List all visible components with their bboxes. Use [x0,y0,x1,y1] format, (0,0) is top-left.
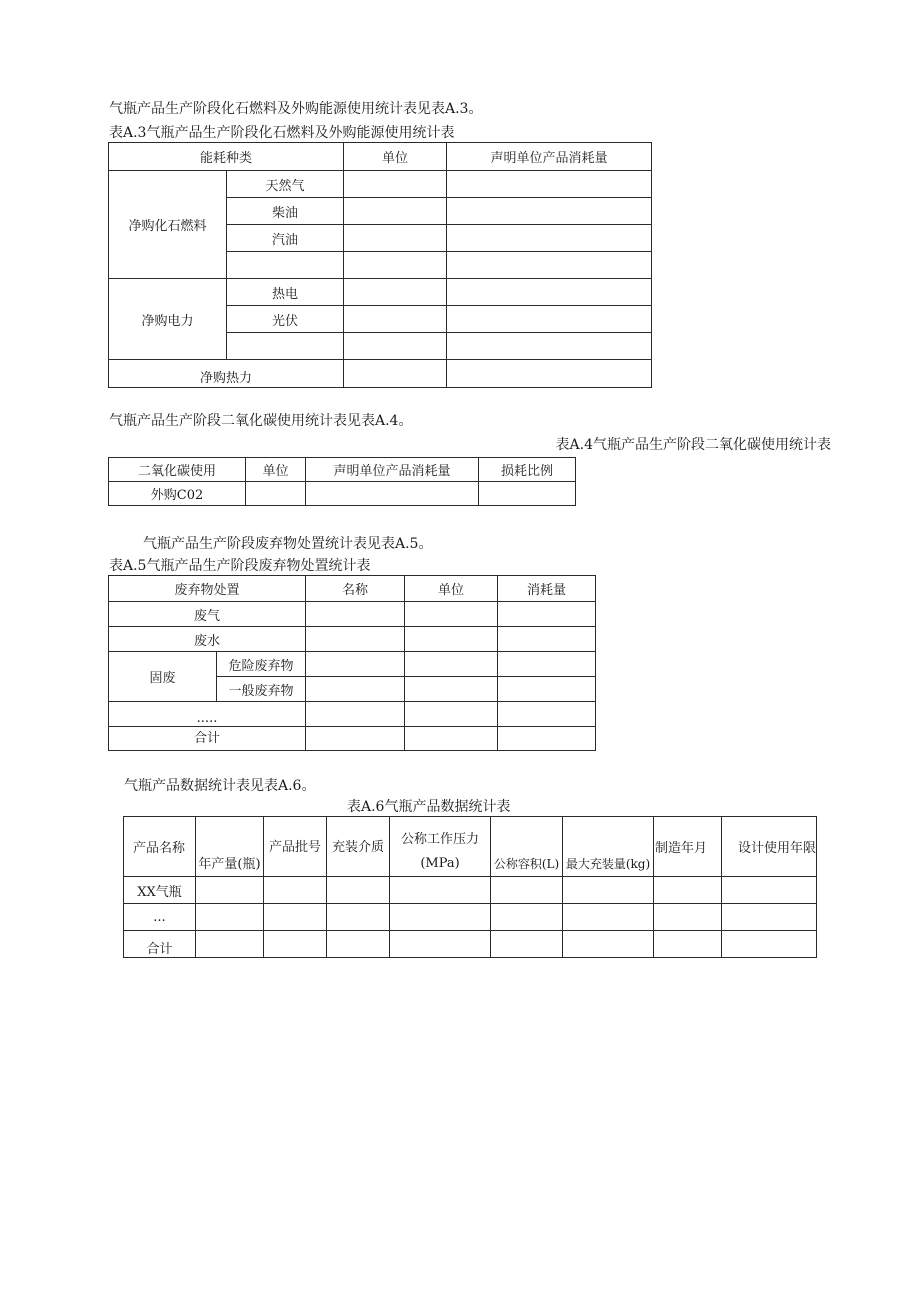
cell [405,702,498,727]
cell [491,904,563,931]
cell [654,931,722,958]
intro-a6: 气瓶产品数据统计表见表A.6。 [124,778,316,794]
item-general-waste: 一般废弃物 [217,677,306,702]
cell [227,252,344,279]
header-name: 名称 [306,576,405,602]
cell [491,931,563,958]
table-a6 [123,816,817,958]
table-a4 [108,457,576,506]
cell [306,652,405,677]
cell [246,482,306,506]
cell [196,877,264,904]
cell [447,171,652,198]
header-working-pressure-label: 公称工作压力 [400,832,479,847]
item-purchased-co2: 外购C02 [109,482,246,506]
cell [390,931,491,958]
cell [264,877,327,904]
item-gasoline: 汽油 [227,225,344,252]
caption-a4: 表A.4气瓶产品生产阶段二氧化碳使用统计表 [555,437,831,453]
cell [447,252,652,279]
cell [327,931,390,958]
cell [447,333,652,360]
caption-a3: 表A.3气瓶产品生产阶段化石燃料及外购能源使用统计表 [109,125,455,141]
cell [306,677,405,702]
cell [344,333,447,360]
cell [498,677,596,702]
cell [447,225,652,252]
item-photovoltaic: 光伏 [227,306,344,333]
item-more: ..... [109,702,306,727]
table-a3 [108,142,652,388]
cell [722,877,817,904]
item-waste-water: 废水 [109,627,306,652]
cell [306,602,405,627]
cell [405,652,498,677]
group-solid-waste: 固废 [109,652,217,702]
row-product-xx: XX气瓶 [124,877,196,904]
cell [447,306,652,333]
group-power: 净购电力 [109,279,227,360]
header-product-name: 产品名称 [124,817,196,877]
cell [264,931,327,958]
cell [327,877,390,904]
cell [306,702,405,727]
cell [491,877,563,904]
item-total: 合计 [109,727,306,751]
header-nominal-volume: 公称容积(L) [491,817,563,877]
cell [344,306,447,333]
header-consumption: 声明单位产品消耗量 [306,458,479,482]
cell [405,677,498,702]
cell [405,602,498,627]
header-working-pressure [390,817,491,877]
cell [563,877,654,904]
header-waste-disposal: 废弃物处置 [109,576,306,602]
cell [344,360,447,388]
cell [447,360,652,388]
header-batch-number: 产品批号 [264,817,327,877]
item-natural-gas: 天然气 [227,171,344,198]
caption-a5: 表A.5气瓶产品生产阶段废弃物处置统计表 [109,558,371,574]
header-unit: 单位 [246,458,306,482]
cell [405,627,498,652]
item-hazardous-waste: 危险废弃物 [217,652,306,677]
item-thermal-power: 热电 [227,279,344,306]
cell [722,904,817,931]
cell [196,904,264,931]
cell [344,198,447,225]
row-more: ... [124,904,196,931]
header-service-life: 设计使用年限 [722,817,817,877]
cell [447,279,652,306]
cell [722,931,817,958]
header-filling-medium: 充装介质 [327,817,390,877]
cell [498,727,596,751]
header-unit: 单位 [344,143,447,171]
cell [306,482,479,506]
cell [344,252,447,279]
cell [405,727,498,751]
header-max-fill: 最大充装量(kg) [563,817,654,877]
cell [327,904,390,931]
cell [390,877,491,904]
header-manufacture-date: 制造年月 [654,817,722,877]
cell [498,602,596,627]
item-waste-gas: 废气 [109,602,306,627]
header-unit: 单位 [405,576,498,602]
cell [344,225,447,252]
cell [306,627,405,652]
cell [344,279,447,306]
intro-a4: 气瓶产品生产阶段二氧化碳使用统计表见表A.4。 [109,413,413,429]
cell [498,652,596,677]
cell [654,904,722,931]
cell [563,931,654,958]
cell [344,171,447,198]
cell [563,904,654,931]
table-a5 [108,575,596,751]
item-diesel: 柴油 [227,198,344,225]
group-heat: 净购热力 [109,360,344,388]
group-fossil-fuel: 净购化石燃料 [109,171,227,279]
intro-a3: 气瓶产品生产阶段化石燃料及外购能源使用统计表见表A.3。 [109,101,483,117]
header-amount: 消耗量 [498,576,596,602]
cell [498,627,596,652]
intro-a5: 气瓶产品生产阶段废弃物处置统计表见表A.5。 [143,536,433,552]
caption-a6: 表A.6气瓶产品数据统计表 [347,799,511,815]
cell [196,931,264,958]
cell [654,877,722,904]
cell [498,702,596,727]
cell [264,904,327,931]
header-working-pressure-unit: (MPa) [420,856,460,871]
cell [306,727,405,751]
header-loss-ratio: 损耗比例 [479,458,576,482]
cell [447,198,652,225]
cell [227,333,344,360]
cell [390,904,491,931]
header-consumption: 声明单位产品消耗量 [447,143,652,171]
header-energy-type: 能耗种类 [109,143,344,171]
header-co2-use: 二氧化碳使用 [109,458,246,482]
row-total: 合计 [124,931,196,958]
cell [479,482,576,506]
header-annual-output: 年产量(瓶) [196,817,264,877]
